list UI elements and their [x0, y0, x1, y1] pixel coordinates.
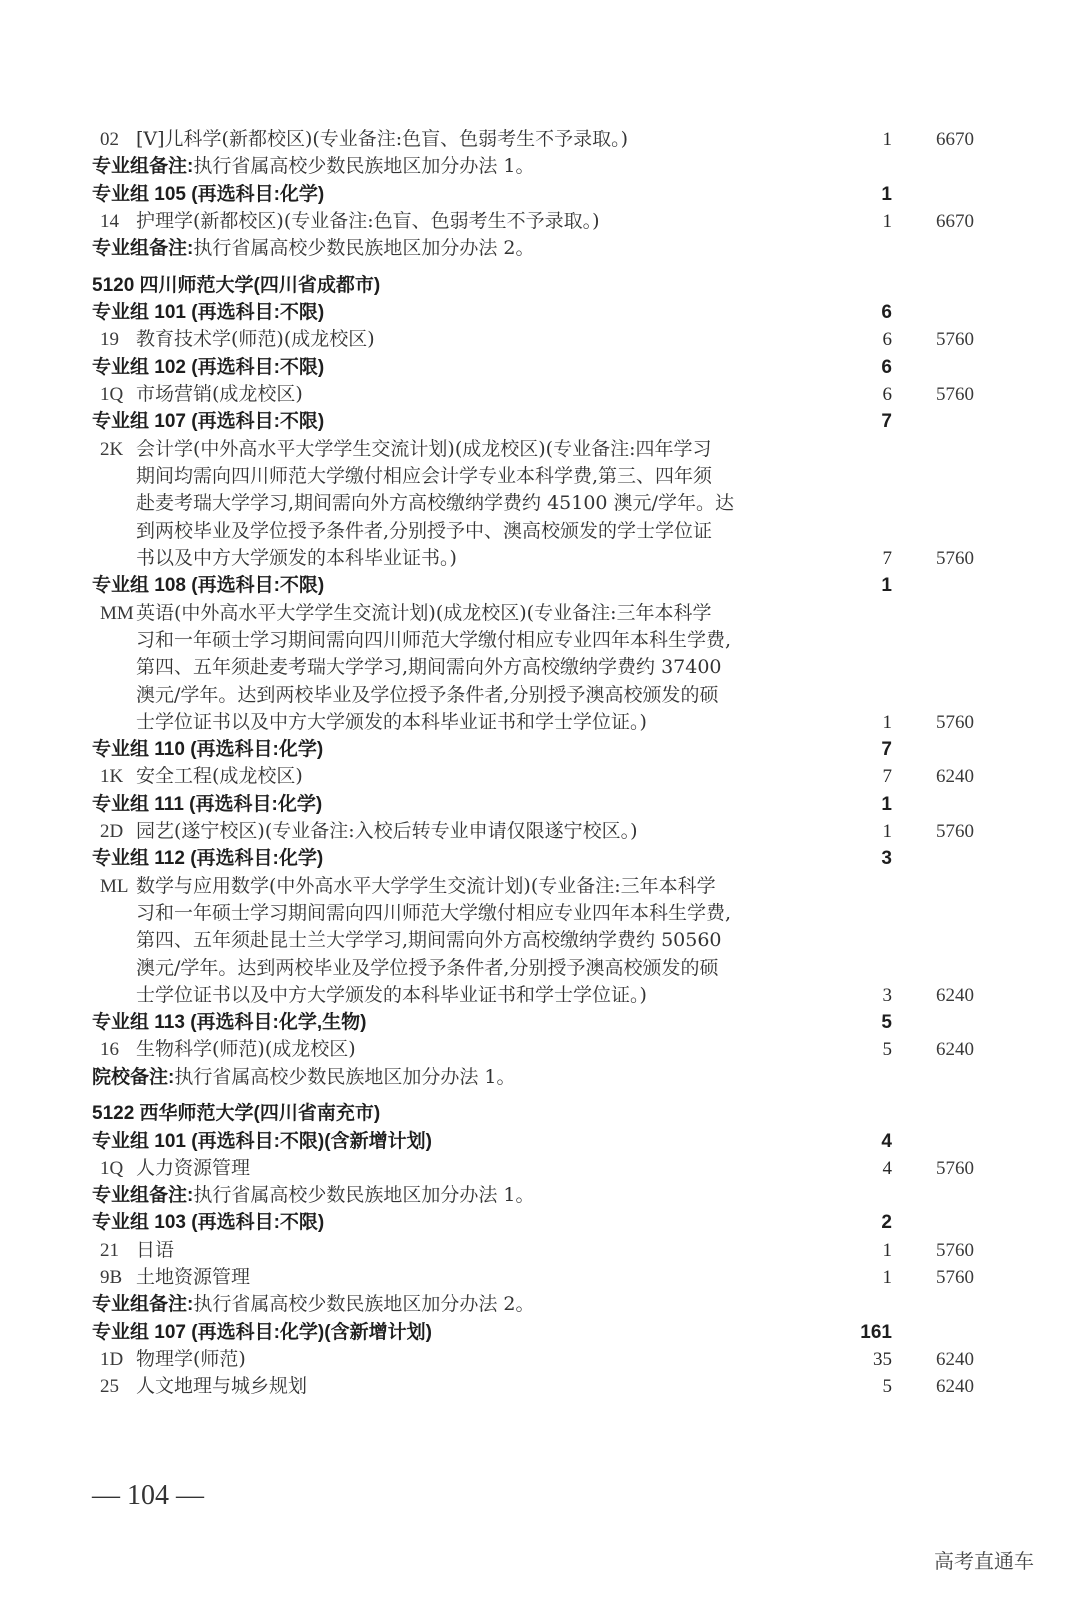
major-code: MM	[100, 603, 134, 624]
plan-count: 7	[881, 411, 892, 432]
plan-count: 1	[882, 1267, 892, 1288]
major-name-continued: 澳元/学年。达到两校毕业及学位授予条件者,分别授予澳高校颁发的硕	[136, 957, 719, 979]
major-code: 14	[100, 211, 119, 232]
major-row-continuation	[0, 955, 1080, 982]
plan-count: 5	[882, 1376, 892, 1397]
major-group-title: 专业组 107 (再选科目:不限)	[92, 411, 325, 432]
plan-count: 2	[881, 1212, 892, 1233]
major-code: 2D	[100, 821, 124, 842]
plan-count: 7	[881, 739, 892, 760]
major-group-title: 专业组 110 (再选科目:化学)	[92, 739, 324, 760]
major-row	[0, 763, 1080, 790]
remark-text: 执行省属高校少数民族地区加分办法 2。	[193, 237, 535, 259]
major-group-title: 专业组 108 (再选科目:不限)	[92, 575, 325, 596]
major-row-continuation	[0, 709, 1080, 736]
major-row-continuation	[0, 518, 1080, 545]
school-title: 5122 西华师范大学(四川省南充市)	[92, 1103, 381, 1124]
major-name-continued: 第四、五年须赴麦考瑞大学学习,期间需向外方高校缴纳学费约 37400	[136, 656, 722, 678]
major-row	[0, 1264, 1080, 1291]
major-name-continued: 士学位证书以及中方大学颁发的本科毕业证书和学士学位证。)	[136, 711, 647, 733]
major-row-continuation	[0, 627, 1080, 654]
major-group-row	[0, 354, 1080, 381]
major-name-continued: 到两校毕业及学位授予条件者,分别授予中、澳高校颁发的学士学位证	[136, 520, 713, 542]
watermark: 高考直通车	[934, 1549, 1034, 1573]
major-row	[0, 326, 1080, 353]
tuition-fee: 6240	[936, 985, 974, 1006]
plan-count: 5	[881, 1012, 892, 1033]
major-group-title: 专业组 112 (再选科目:化学)	[92, 848, 324, 869]
major-name-continued: 习和一年硕士学习期间需向四川师范大学缴付相应专业四年本科生学费,	[136, 902, 732, 924]
remark-row	[0, 235, 1080, 262]
major-name-continued: 士学位证书以及中方大学颁发的本科毕业证书和学士学位证。)	[136, 984, 647, 1006]
remark	[92, 1291, 534, 1318]
plan-count: 4	[882, 1158, 892, 1179]
major-group-row	[0, 299, 1080, 326]
major-name: 市场营销(成龙校区)	[136, 383, 303, 405]
major-code: 9B	[100, 1267, 123, 1288]
major-name-continued: 习和一年硕士学习期间需向四川师范大学缴付相应专业四年本科生学费,	[136, 629, 732, 651]
major-row	[0, 1373, 1080, 1400]
school-title: 5120 四川师范大学(四川省成都市)	[92, 275, 381, 296]
major-row	[0, 818, 1080, 845]
major-name: 数学与应用数学(中外高水平大学学生交流计划)(专业备注:三年本科学	[136, 875, 716, 897]
major-row	[0, 1155, 1080, 1182]
major-row	[0, 1346, 1080, 1373]
remark	[92, 1064, 515, 1091]
plan-count: 1	[882, 821, 892, 842]
major-code: 1D	[100, 1349, 124, 1370]
major-name: 人文地理与城乡规划	[136, 1375, 308, 1397]
major-name-continued: 澳元/学年。达到两校毕业及学位授予条件者,分别授予澳高校颁发的硕	[136, 684, 719, 706]
remark-row	[0, 1182, 1080, 1209]
plan-count: 6	[881, 302, 892, 323]
major-group-title: 专业组 101 (再选科目:不限)	[92, 302, 325, 323]
tuition-fee: 5760	[936, 1158, 974, 1179]
tuition-fee: 5760	[936, 384, 974, 405]
major-row-continuation	[0, 900, 1080, 927]
major-row	[0, 381, 1080, 408]
plan-count: 7	[882, 548, 892, 569]
remark-row	[0, 153, 1080, 180]
school-header	[0, 272, 1080, 299]
remark-text: 执行省属高校少数民族地区加分办法 2。	[193, 1293, 535, 1315]
plan-count: 1	[882, 712, 892, 733]
major-name-continued: 赴麦考瑞大学学习,期间需向外方高校缴纳学费约 45100 澳元/学年。达	[136, 492, 734, 514]
major-name: [V]儿科学(新都校区)(专业备注:色盲、色弱考生不予录取。)	[136, 128, 629, 150]
major-group-title: 专业组 101 (再选科目:不限)(含新增计划)	[92, 1131, 432, 1152]
major-row-continuation	[0, 463, 1080, 490]
major-row	[0, 436, 1080, 463]
major-code: 1Q	[100, 384, 124, 405]
remark-row	[0, 1291, 1080, 1318]
major-group-row	[0, 1319, 1080, 1346]
remark-label: 专业组备注:	[92, 238, 194, 259]
remark-row	[0, 1064, 1080, 1091]
major-name-continued: 书以及中方大学颁发的本科毕业证书。)	[136, 547, 457, 569]
major-code: ML	[100, 876, 129, 897]
major-name: 护理学(新都校区)(专业备注:色盲、色弱考生不予录取。)	[136, 210, 600, 232]
tuition-fee: 5760	[936, 1240, 974, 1261]
remark	[92, 153, 534, 180]
major-group-row	[0, 1128, 1080, 1155]
remark-text: 执行省属高校少数民族地区加分办法 1。	[174, 1066, 516, 1088]
major-group-title: 专业组 113 (再选科目:化学,生物)	[92, 1012, 367, 1033]
tuition-fee: 5760	[936, 548, 974, 569]
major-group-row	[0, 572, 1080, 599]
major-group-title: 专业组 107 (再选科目:化学)(含新增计划)	[92, 1322, 432, 1343]
major-name: 日语	[136, 1239, 175, 1261]
remark-text: 执行省属高校少数民族地区加分办法 1。	[193, 1184, 535, 1206]
major-group-row	[0, 1009, 1080, 1036]
remark	[92, 235, 534, 262]
major-group-title: 专业组 102 (再选科目:不限)	[92, 357, 325, 378]
major-code: 16	[100, 1039, 119, 1060]
major-row-continuation	[0, 654, 1080, 681]
major-group-title: 专业组 103 (再选科目:不限)	[92, 1212, 325, 1233]
tuition-fee: 5760	[936, 821, 974, 842]
plan-count: 1	[881, 184, 892, 205]
tuition-fee: 5760	[936, 329, 974, 350]
tuition-fee: 6670	[936, 129, 974, 150]
plan-count: 4	[881, 1131, 892, 1152]
major-row	[0, 126, 1080, 153]
tuition-fee: 5760	[936, 712, 974, 733]
major-row-continuation	[0, 982, 1080, 1009]
major-group-row	[0, 181, 1080, 208]
major-group-row	[0, 1209, 1080, 1236]
remark-label: 专业组备注:	[92, 156, 194, 177]
plan-count: 6	[881, 357, 892, 378]
plan-count: 6	[882, 329, 892, 350]
remark-label: 院校备注:	[92, 1067, 175, 1088]
plan-count: 1	[882, 129, 892, 150]
major-group-row	[0, 845, 1080, 872]
page-number: — 104 —	[92, 1480, 204, 1511]
major-name: 英语(中外高水平大学学生交流计划)(成龙校区)(专业备注:三年本科学	[136, 602, 712, 624]
major-row-continuation	[0, 682, 1080, 709]
major-name-continued: 期间均需向四川师范大学缴付相应会计学专业本科学费,第三、四年须	[136, 465, 713, 487]
tuition-fee: 5760	[936, 1267, 974, 1288]
major-name: 人力资源管理	[136, 1157, 251, 1179]
plan-count: 1	[882, 1240, 892, 1261]
major-group-row	[0, 791, 1080, 818]
major-row	[0, 208, 1080, 235]
major-group-row	[0, 408, 1080, 435]
major-code: 02	[100, 129, 119, 150]
remark-label: 专业组备注:	[92, 1185, 194, 1206]
major-row	[0, 1237, 1080, 1264]
plan-count: 3	[881, 848, 892, 869]
major-name: 物理学(师范)	[136, 1348, 246, 1370]
major-group-title: 专业组 111 (再选科目:化学)	[92, 794, 323, 815]
tuition-fee: 6670	[936, 211, 974, 232]
remark	[92, 1182, 534, 1209]
major-code: 25	[100, 1376, 119, 1397]
plan-count: 7	[882, 766, 892, 787]
remark-text: 执行省属高校少数民族地区加分办法 1。	[193, 155, 535, 177]
major-row-continuation	[0, 545, 1080, 572]
major-name: 安全工程(成龙校区)	[136, 765, 303, 787]
plan-count: 1	[881, 575, 892, 596]
tuition-fee: 6240	[936, 1349, 974, 1370]
major-name: 园艺(遂宁校区)(专业备注:入校后转专业申请仅限遂宁校区。)	[136, 820, 638, 842]
major-code: 2K	[100, 439, 124, 460]
major-name: 土地资源管理	[136, 1266, 251, 1288]
plan-count: 6	[882, 384, 892, 405]
tuition-fee: 6240	[936, 1039, 974, 1060]
plan-count: 161	[860, 1322, 892, 1343]
plan-count: 1	[882, 211, 892, 232]
major-code: 19	[100, 329, 119, 350]
major-row-continuation	[0, 927, 1080, 954]
remark-label: 专业组备注:	[92, 1294, 194, 1315]
major-code: 1Q	[100, 1158, 124, 1179]
school-header	[0, 1100, 1080, 1127]
major-name: 教育技术学(师范)(成龙校区)	[136, 328, 375, 350]
plan-count: 1	[881, 794, 892, 815]
major-row	[0, 873, 1080, 900]
major-name: 生物科学(师范)(成龙校区)	[136, 1038, 356, 1060]
plan-count: 35	[873, 1349, 892, 1370]
plan-count: 3	[882, 985, 892, 1006]
major-name-continued: 第四、五年须赴昆士兰大学学习,期间需向外方高校缴纳学费约 50560	[136, 929, 722, 951]
tuition-fee: 6240	[936, 1376, 974, 1397]
major-code: 21	[100, 1240, 119, 1261]
major-code: 1K	[100, 766, 124, 787]
major-row-continuation	[0, 490, 1080, 517]
major-group-row	[0, 736, 1080, 763]
major-name: 会计学(中外高水平大学学生交流计划)(成龙校区)(专业备注:四年学习	[136, 438, 712, 460]
tuition-fee: 6240	[936, 766, 974, 787]
plan-count: 5	[882, 1039, 892, 1060]
major-row	[0, 600, 1080, 627]
major-group-title: 专业组 105 (再选科目:化学)	[92, 184, 325, 205]
major-row	[0, 1036, 1080, 1063]
